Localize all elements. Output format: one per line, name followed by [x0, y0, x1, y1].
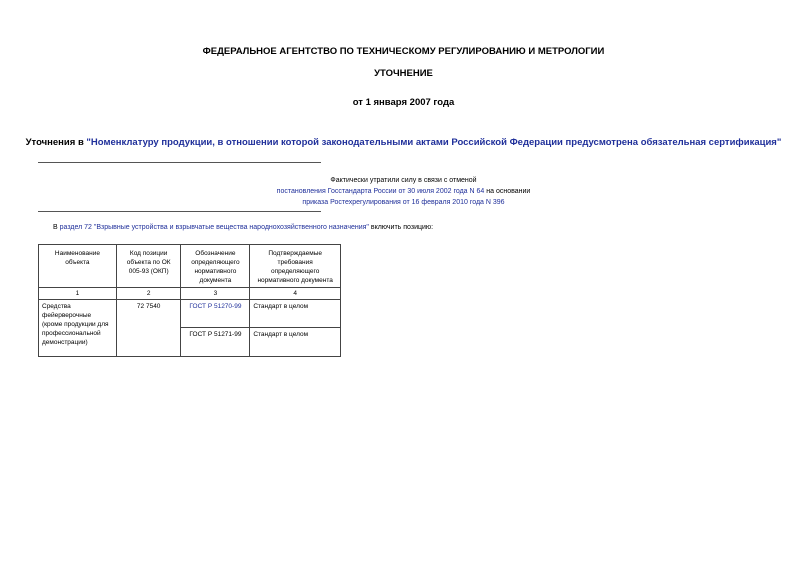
title-prefix: Уточнения в [25, 137, 87, 148]
column-number-2: 2 [116, 288, 181, 300]
okp-code-cell: 72 7540 [116, 300, 181, 357]
table-header-row [39, 245, 341, 288]
requirements-cell: Стандарт в целом [250, 328, 341, 357]
notice-line-1: Фактически утратили силу в связи с отменой [330, 177, 477, 184]
column-number-1: 1 [39, 288, 117, 300]
positions-table [38, 244, 341, 357]
divider-bottom [38, 211, 321, 212]
document-date: от 1 января 2007 года [352, 97, 455, 108]
column-number-3: 3 [181, 288, 250, 300]
agency-name: ФЕДЕРАЛЬНОЕ АГЕНТСТВО ПО ТЕХНИЧЕСКОМУ РЕГУЛИРОВАНИЮ И МЕТРОЛОГИИ [202, 46, 605, 57]
gost-51270-link[interactable]: ГОСТ Р 51270-99 [189, 303, 242, 310]
object-name-cell: Средства фейерверочные (кроме продукции для профессиональной демонстрации) [39, 300, 117, 357]
divider-top [38, 162, 321, 163]
intro-paragraph [53, 224, 433, 231]
nomenclature-link[interactable]: "Номенклатуру продукции, в отношении которой законодательными актами Российской Федерации предусмотрена обязательная сертификация" [86, 137, 782, 148]
section-72-link[interactable]: раздел 72 "Взрывные устройства и взрывчатые вещества народнохозяйственного назначения" [59, 224, 369, 231]
gosstandart-resolution-link[interactable]: постановления Госстандарта России от 30 июля 2002 года N 64 [276, 188, 485, 195]
column-number-4: 4 [250, 288, 341, 300]
header-object-name: Наименование объекта [39, 245, 117, 288]
document-type: УТОЧНЕНИЕ [374, 68, 433, 79]
notice-line-3 [0, 197, 807, 208]
notice-line-2-suffix: на основании [484, 188, 531, 195]
document-cell [181, 300, 250, 328]
intro-prefix: В [53, 224, 60, 231]
header-requirements: Подтверждаемые требования определяющего нормативного документа [250, 245, 341, 288]
document-cell: ГОСТ Р 51271-99 [181, 328, 250, 357]
rostekhregulirovanie-order-link[interactable]: приказа Ростехрегулирования от 16 февраля 2010 года N 396 [302, 199, 505, 206]
header-document: Обозначение определяющего нормативного документа [181, 245, 250, 288]
header-code: Код позиции объекта по ОК 005-93 (ОКП) [116, 245, 181, 288]
document-title [0, 137, 807, 148]
requirements-cell: Стандарт в целом [250, 300, 341, 328]
notice-line-2 [0, 186, 807, 197]
table-row [39, 300, 341, 328]
table-number-row [39, 288, 341, 300]
intro-suffix: включить позицию: [368, 224, 434, 231]
